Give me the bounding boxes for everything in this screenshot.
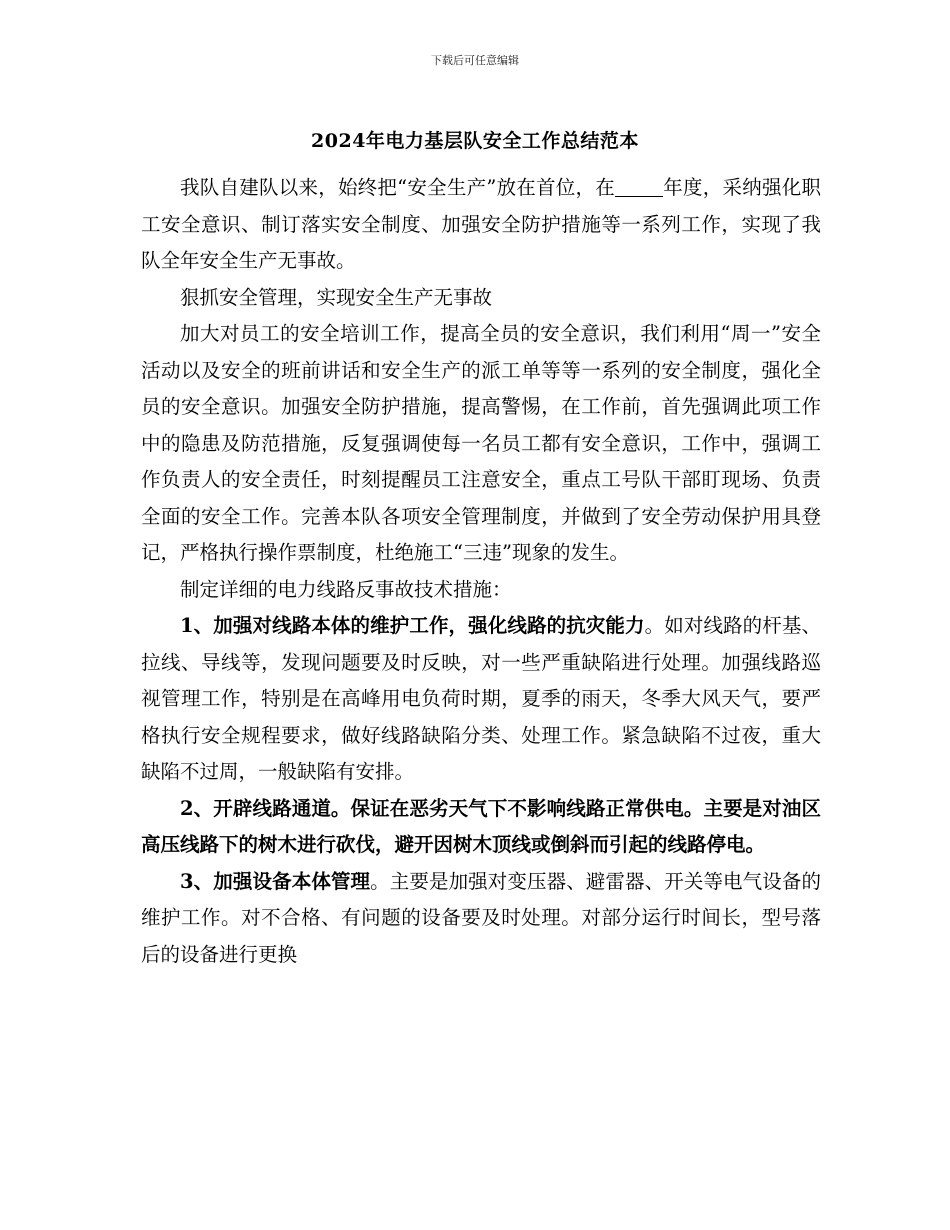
measure-1-heading: 1、加强对线路本体的维护工作，强化线路的抗灾能力 — [180, 614, 645, 637]
intro-text-start: 我队自建队以来，始终把“安全生产”放在首位，在 — [180, 176, 616, 199]
paragraph-training: 加大对员工的安全培训工作，提高全员的安全意识，我们利用“周一”安全活动以及安全的班前讲话和安全生产的派工单等等一系列的安全制度，强化全员的安全意识。加强安全防护措施，提高警惕，在工作前，首先强调此项工作中的隐患及防范措施，反复强调使每一名员工都有安全意识，工作中，强调工作负责人的安全责任，时刻提醒员工注意安全，重点工号队干部盯现场、负责全面的安全工作。完善本队各项安全管理制度，并做到了安全劳动保护用具登记，严格执行操作票制度，杜绝施工“三违”现象的发生。 — [141, 322, 821, 564]
paragraph-measures-intro: 制定详细的电力线路反事故技术措施： — [180, 577, 512, 601]
intro-text-end: 年度，采纳强化职工安全意识、制订落实安全制度、加强安全防护措施等一系列工作，实现了我队全年安全生产无事故。 — [141, 176, 821, 272]
measure-3-text: 。主要是加强对变压器、避雷器、开关等电气设备的维护工作。对不合格、有问题的设备要及时处理。对部分运行时间长，型号落后的设备进行更换 — [141, 869, 821, 966]
paragraph-heading-management: 狠抓安全管理，实现安全生产无事故 — [180, 285, 493, 309]
year-blank — [615, 177, 663, 198]
paragraph-measure-2: 2、开辟线路通道。保证在恶劣天气下不影响线路正常供电。主要是对油区高压线路下的树木进行砍伐，避开因树木顶线或倒斜而引起的线路停电。 — [141, 796, 821, 856]
document-body — [141, 170, 821, 973]
paragraph-measure-1 — [141, 608, 821, 791]
paragraph-measure-3 — [141, 864, 821, 974]
measure-3-heading: 3、加强设备本体管理 — [180, 869, 371, 893]
paragraph-intro — [141, 170, 821, 280]
measure-1-text: 。如对线路的杆基、拉线、导线等，发现问题要及时反映，对一些严重缺陷进行处理。加强线路巡视管理工作，特别是在高峰用电负荷时期，夏季的雨天，冬季大风天气，要严格执行安全规程要求，做好线路缺陷分类、处理工作。紧急缺陷不过夜，重大缺陷不过周，一般缺陷有安排。 — [141, 614, 821, 783]
header-note: 下载后可任意编辑 — [431, 54, 519, 67]
document-title: 2024年电力基层队安全工作总结范本 — [311, 130, 639, 152]
